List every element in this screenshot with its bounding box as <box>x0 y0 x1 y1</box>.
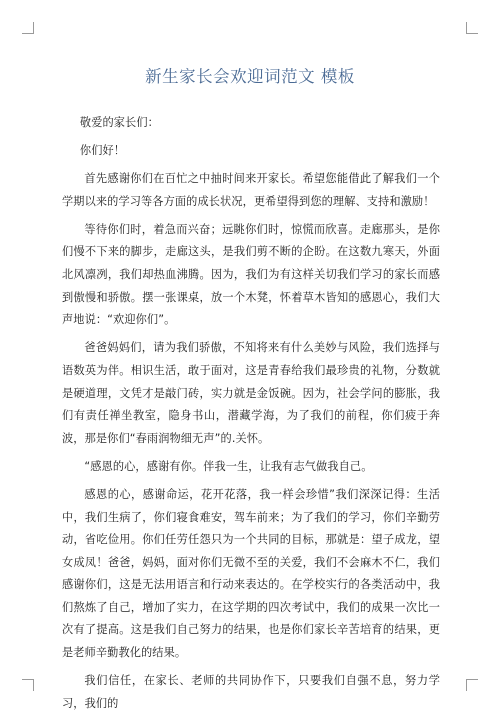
document-title: 新生家长会欢迎词范文 模板 <box>145 67 355 86</box>
body-paragraph: 爸爸妈妈们，请为我们骄傲，不知将来有什么美妙与风险，我们选择与语数英为伴。相识生活，敢于面对，这是青春给我们最珍贵的礼物，分数就是硬道理，文凭才是敲门砖，实力就是金饭碗。因为，社会学问的膨胀，我们有责任禅坐教室，隐身书山，潜藏学海，为了我们的前程，你们疲于奔波，那是你们“春雨润物细无声”的.关怀。 <box>62 341 440 445</box>
crop-mark-top-right <box>466 22 478 34</box>
body-paragraph: 首先感谢你们在百忙之中抽时间来开家长。希望您能借此了解我们一个学期以来的学习等各方面的成长状况，更希望得到您的理解、支持和激励！ <box>62 172 440 208</box>
crop-mark-top-left <box>22 22 34 34</box>
greeting: 你们好！ <box>79 144 126 158</box>
body-paragraph: 等待你们时，着急而兴奋；远眺你们时，惊慌而欣喜。走廊那头，是你们慢不下来的脚步，走廊这头，是我们剪不断的企盼。在这数九寒天，外面北风凛冽，我们却热血沸腾。因为，我们为有这样关切我们学习的家长而感到傲慢和骄傲。摆一张课桌，放一个木凳，怀着草木皆知的感恩心，我们大声地说：“欢迎你们”。 <box>62 222 440 327</box>
crop-mark-bottom-right <box>466 679 478 691</box>
crop-mark-bottom-left <box>22 679 34 691</box>
body-paragraph: “感恩的心，感谢有你。伴我一生，让我有志气做我自己。 <box>84 459 373 473</box>
salutation: 敬爱的家长们： <box>79 116 159 129</box>
document-body <box>62 112 440 721</box>
body-paragraph: 感恩的心，感谢命运，花开花落，我一样会珍惜”我们深深记得：生活中，我们生病了，你们寝食难安，驾车前来；为了我们的学习，你们辛勤劳动，省吃俭用。你们任劳任怨只为一个共同的目标，那就是：望子成龙，望女成凤！爸爸，妈妈，面对你们无微不至的关爱，我们不会麻木不仁，我们感谢你们，这是无法用语言和行动来表达的。在学校实行的各类活动中，我们熬炼了自己，增加了实力，在这学期的四次考试中，我们的成果一次比一次有了提高。这是我们自己努力的结果，也是你们家长辛苦培育的结果，更是老师辛勤教化的结果。 <box>62 487 440 660</box>
body-paragraph: 我们信任，在家长、老师的共同协作下，只要我们自强不息，努力学习，我们的 <box>62 674 440 710</box>
